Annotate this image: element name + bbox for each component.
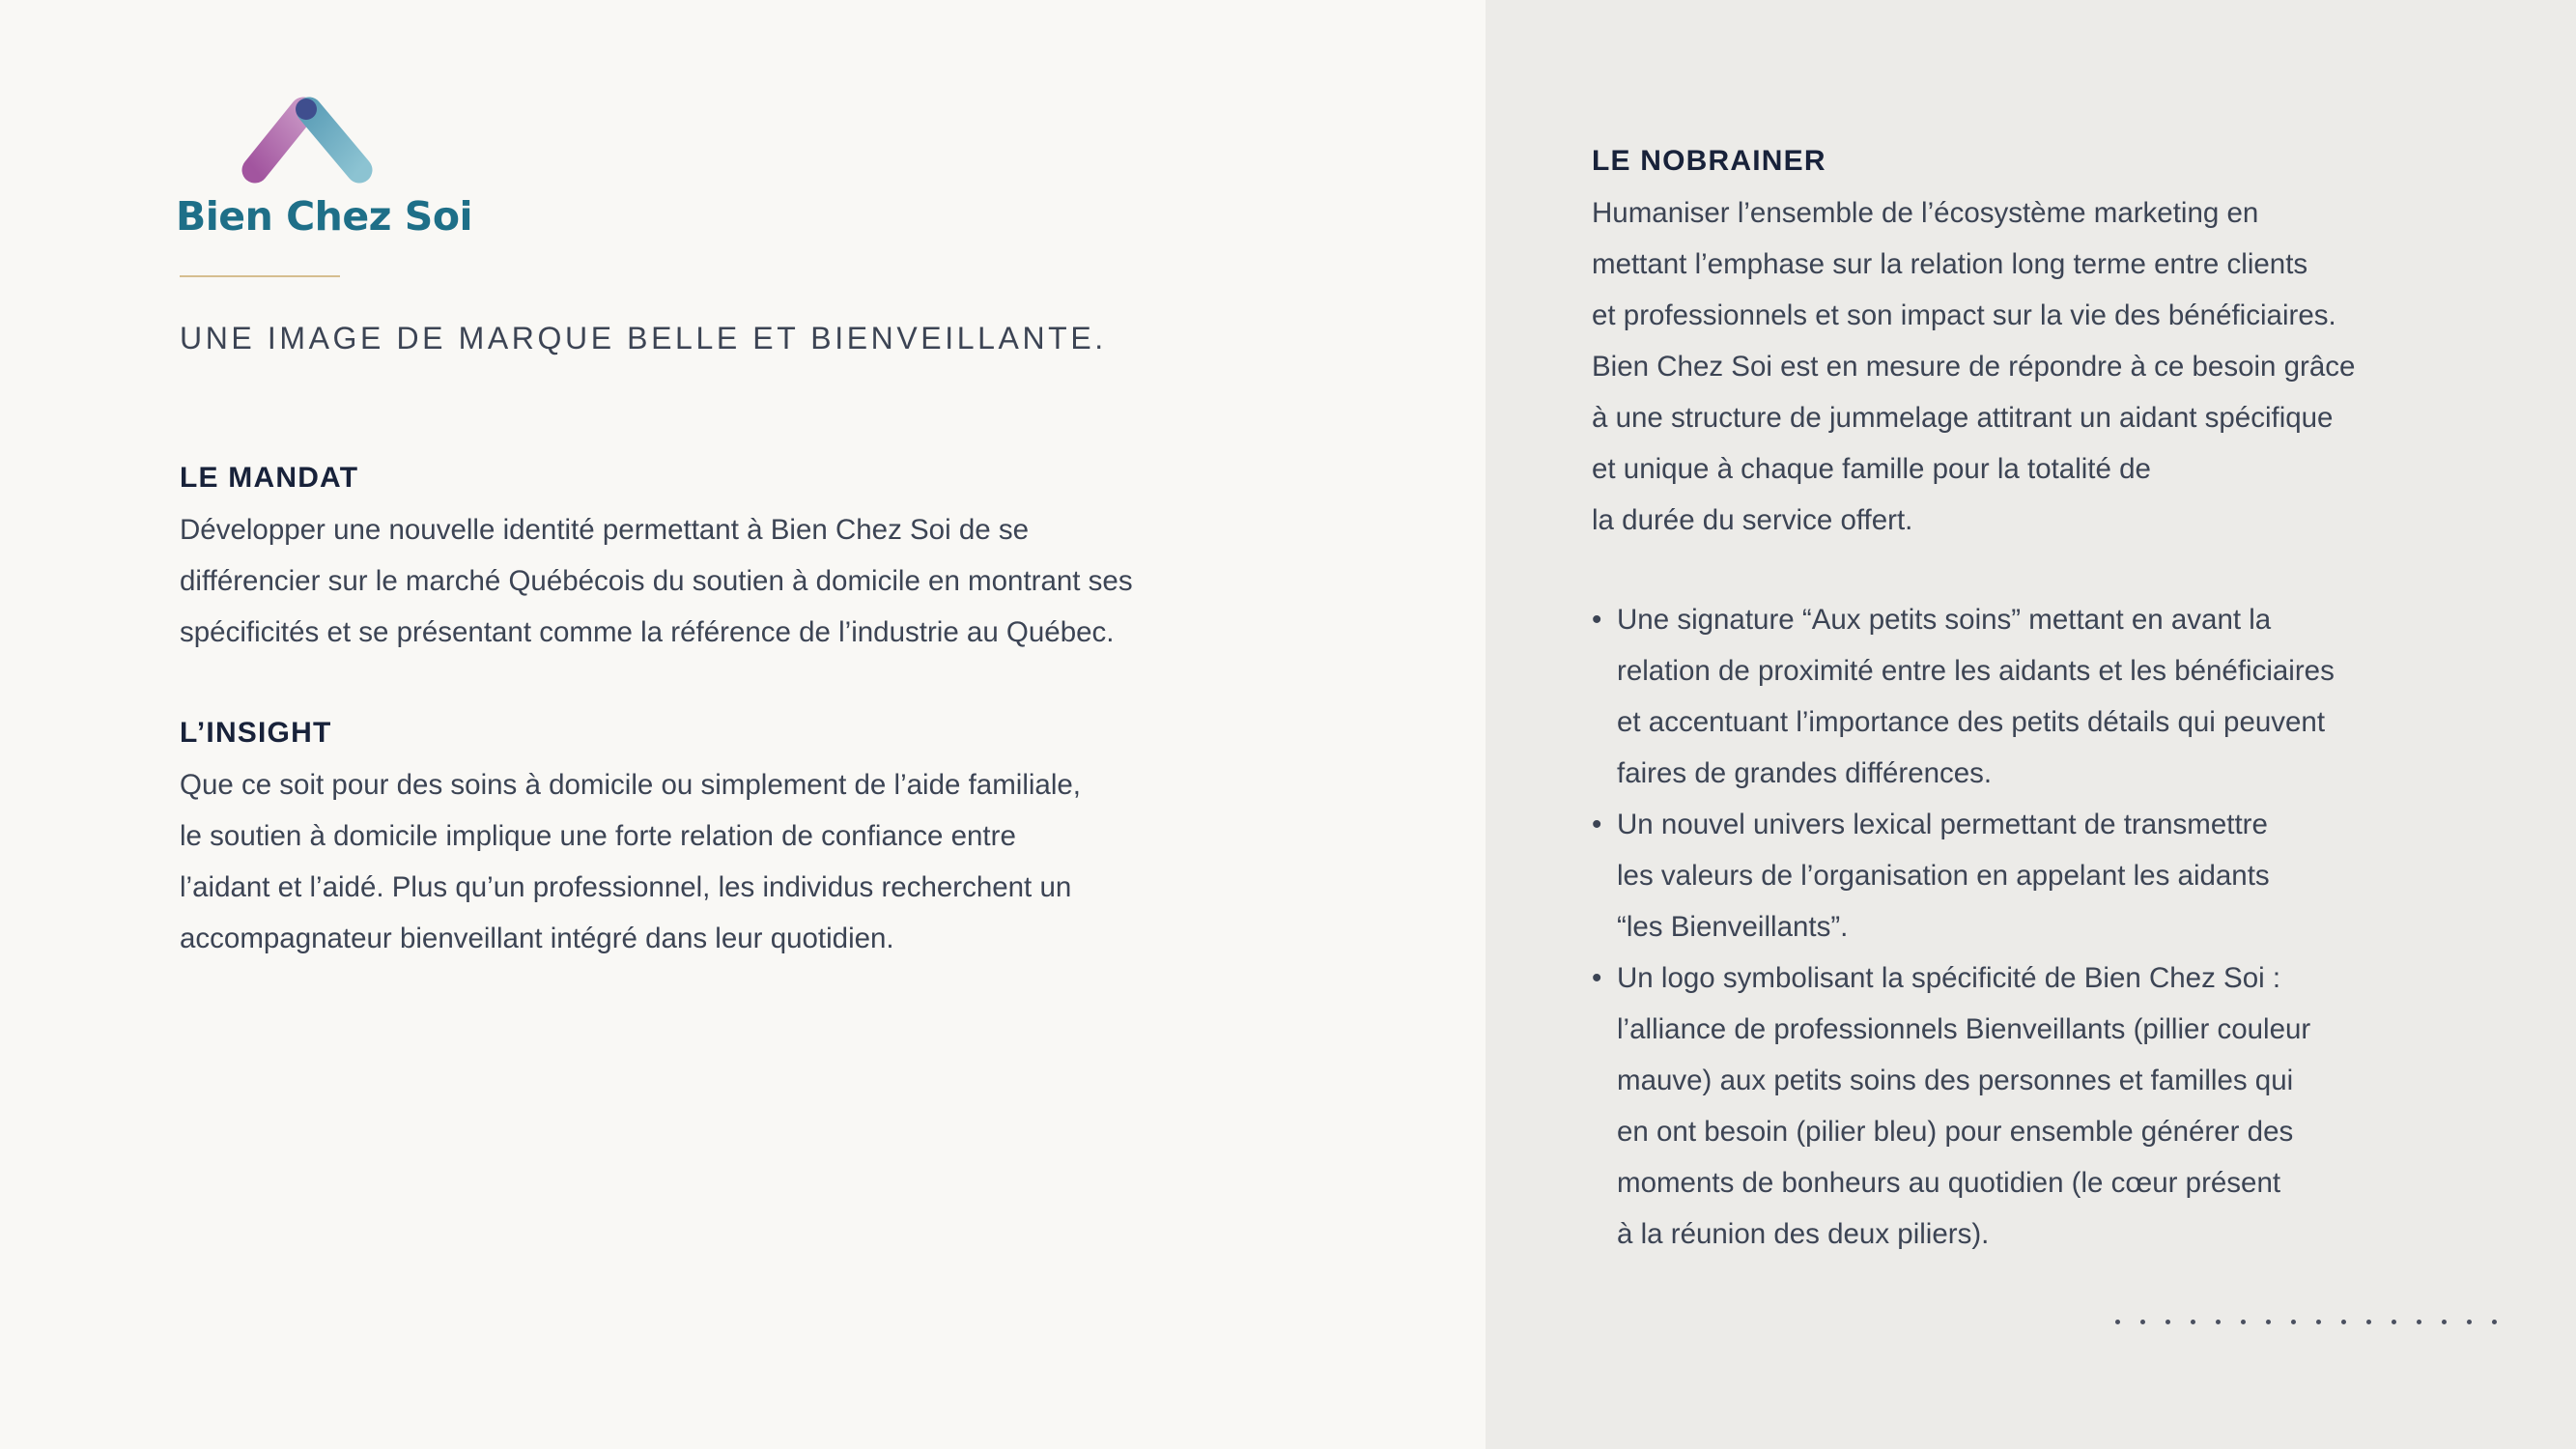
dot-ornament xyxy=(2366,1320,2371,1324)
house-roof-icon xyxy=(232,93,386,189)
bullet-line: “les Bienveillants”. xyxy=(1617,911,1849,943)
mandat-body xyxy=(180,504,1133,658)
divider xyxy=(180,275,340,277)
bullet-line: les valeurs de l’organisation en appelant les aidants xyxy=(1617,860,2270,892)
dot-ornament xyxy=(2467,1320,2472,1324)
nobrainer-line: Humaniser l’ensemble de l’écosystème marketing en xyxy=(1592,197,2259,229)
bullet-line: en ont besoin (pilier bleu) pour ensemble générer des xyxy=(1617,1116,2294,1148)
brand-logo xyxy=(176,93,473,247)
list-item xyxy=(1592,594,2335,799)
bullet-line: et accentuant l’importance des petits détails qui peuvent xyxy=(1617,706,2326,738)
decorative-dot-row xyxy=(2115,1320,2497,1324)
nobrainer-line: Bien Chez Soi est en mesure de répondre à ce besoin grâce xyxy=(1592,351,2356,383)
bullet-line: faires de grandes différences. xyxy=(1617,757,1993,789)
purple-pillar xyxy=(255,110,303,170)
insight-title: L’INSIGHT xyxy=(180,717,332,749)
bullet-line: • Un logo symbolisant la spécificité de Bien Chez Soi : xyxy=(1617,962,2281,994)
dot-ornament xyxy=(2115,1320,2120,1324)
mandat-line: spécificités et se présentant comme la référence de l’industrie au Québec. xyxy=(180,616,1115,648)
mandat-line: Développer une nouvelle identité permettant à Bien Chez Soi de se xyxy=(180,514,1030,546)
bullet-line: relation de proximité entre les aidants et les bénéficiaires xyxy=(1617,655,2335,687)
nobrainer-line: à une structure de jummelage attitrant un aidant spécifique xyxy=(1592,402,2334,434)
dot-ornament xyxy=(2166,1320,2170,1324)
dot-ornament xyxy=(2291,1320,2296,1324)
dot-ornament xyxy=(2140,1320,2145,1324)
nobrainer-line: et professionnels et son impact sur la vie des bénéficiaires. xyxy=(1592,299,2336,331)
dot-ornament xyxy=(2392,1320,2396,1324)
insight-line: l’aidant et l’aidé. Plus qu’un professionnel, les individus recherchent un xyxy=(180,871,1072,903)
bullet-line: l’alliance de professionnels Bienveillants (pillier couleur xyxy=(1617,1013,2311,1045)
bullet-line: • Un nouvel univers lexical permettant de transmettre xyxy=(1617,809,2268,840)
heart-icon xyxy=(296,99,317,120)
insight-line: accompagnateur bienveillant intégré dans leur quotidien. xyxy=(180,923,894,954)
insight-body xyxy=(180,759,1081,964)
list-item xyxy=(1592,952,2335,1260)
nobrainer-title: LE NOBRAINER xyxy=(1592,145,1826,177)
dot-ornament xyxy=(2216,1320,2221,1324)
nobrainer-line: et unique à chaque famille pour la totalité de xyxy=(1592,453,2151,485)
mandat-line: différencier sur le marché Québécois du soutien à domicile en montrant ses xyxy=(180,565,1133,597)
dot-ornament xyxy=(2492,1320,2497,1324)
dot-ornament xyxy=(2266,1320,2271,1324)
feature-bullet-list xyxy=(1592,594,2335,1260)
dot-ornament xyxy=(2191,1320,2195,1324)
bullet-line: à la réunion des deux piliers). xyxy=(1617,1218,1990,1250)
insight-line: le soutien à domicile implique une forte relation de confiance entre xyxy=(180,820,1016,852)
bullet-line: • Une signature “Aux petits soins” mettant en avant la xyxy=(1617,604,2272,636)
logo-wordmark: Bien Chez Soi xyxy=(176,193,473,240)
dot-ornament xyxy=(2442,1320,2447,1324)
list-item xyxy=(1592,799,2335,952)
dot-ornament xyxy=(2316,1320,2321,1324)
dot-ornament xyxy=(2417,1320,2421,1324)
nobrainer-line: la durée du service offert. xyxy=(1592,504,1913,536)
insight-line: Que ce soit pour des soins à domicile ou simplement de l’aide familiale, xyxy=(180,769,1081,801)
dot-ornament xyxy=(2341,1320,2346,1324)
nobrainer-body xyxy=(1592,187,2355,546)
nobrainer-line: mettant l’emphase sur la relation long terme entre clients xyxy=(1592,248,2308,280)
bullet-line: moments de bonheurs au quotidien (le cœur présent xyxy=(1617,1167,2281,1199)
bullet-line: mauve) aux petits soins des personnes et familles qui xyxy=(1617,1065,2294,1096)
mandat-title: LE MANDAT xyxy=(180,462,359,494)
blue-pillar xyxy=(309,110,359,170)
dot-ornament xyxy=(2241,1320,2246,1324)
tagline: UNE IMAGE DE MARQUE BELLE ET BIENVEILLANTE. xyxy=(180,321,1107,355)
